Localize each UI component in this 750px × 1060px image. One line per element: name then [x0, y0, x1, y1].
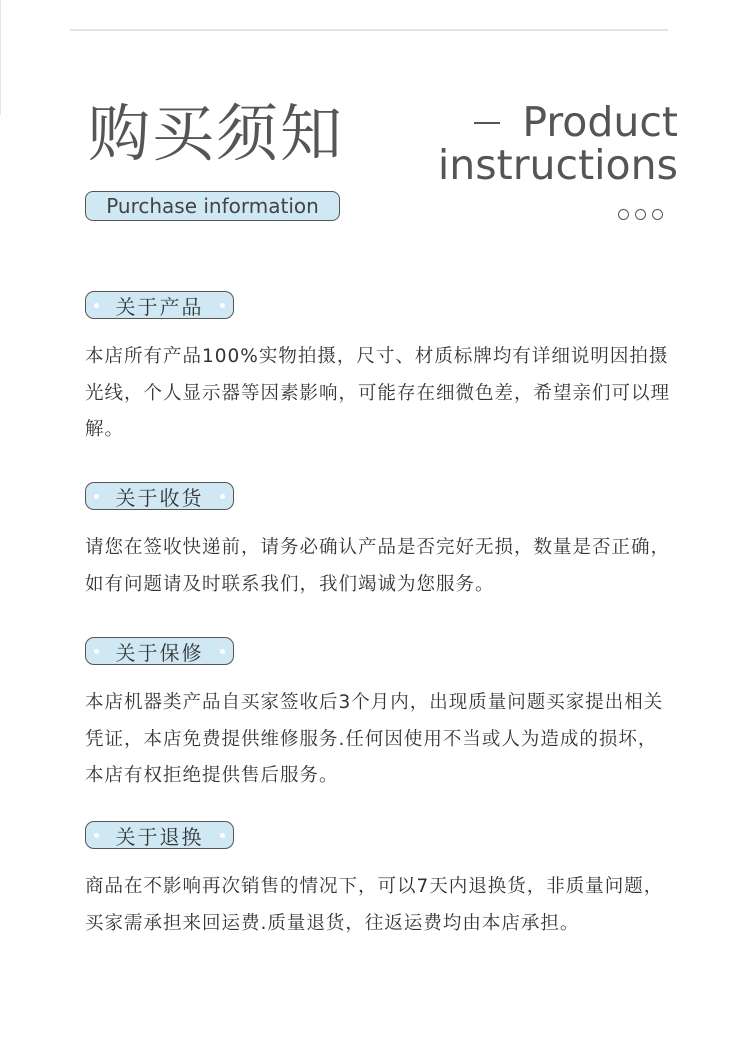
page-title-en [437, 98, 678, 189]
dots-decoration [618, 209, 663, 220]
dot-icon [220, 494, 225, 499]
subtitle-badge: Purchase information [85, 191, 340, 221]
dot-icon [220, 649, 225, 654]
page-title-cn: 购买须知 [88, 97, 345, 170]
dot-icon [94, 649, 99, 654]
section-heading: 关于退换 [115, 824, 204, 849]
section-heading-badge [85, 637, 234, 665]
section-heading-badge [85, 482, 234, 510]
section-heading: 关于收货 [115, 485, 204, 510]
section-warranty [85, 637, 675, 795]
dot-icon [220, 303, 225, 308]
circle-icon [618, 209, 629, 220]
circle-icon [652, 209, 663, 220]
top-divider [70, 29, 668, 31]
title-en-line1: Product [522, 98, 678, 146]
section-heading: 关于保修 [115, 640, 204, 665]
dash-icon [474, 122, 500, 124]
section-text: 请您在签收快递前，请务必确认产品是否完好无损，数量是否正确，如有问题请及时联系我们，我们竭诚为您服务。 [85, 537, 671, 595]
dot-icon [94, 494, 99, 499]
section-text: 本店机器类产品自买家签收后3个月内，出现质量问题买家提出相关凭证，本店免费提供维修服务.任何因使用不当或人为造成的损坏，本店有权拒绝提供售后服务。 [85, 692, 664, 786]
dot-icon [94, 833, 99, 838]
circle-icon [635, 209, 646, 220]
section-heading-badge [85, 291, 234, 319]
dot-icon [220, 833, 225, 838]
dot-icon [94, 303, 99, 308]
section-receipt [85, 482, 675, 603]
section-heading: 关于产品 [115, 294, 204, 319]
section-text: 商品在不影响再次销售的情况下，可以7天内退换货，非质量问题，买家需承担来回运费.质量退货，往返运费均由本店承担。 [85, 876, 664, 934]
section-heading-badge [85, 821, 234, 849]
edge-line [0, 0, 1, 115]
section-product [85, 291, 675, 449]
section-returns [85, 821, 675, 942]
section-text: 本店所有产品100%实物拍摄，尺寸、材质标牌均有详细说明因拍摄光线，个人显示器等因素影响，可能存在细微色差，希望亲们可以理解。 [85, 346, 671, 440]
title-en-line2: instructions [437, 141, 678, 189]
